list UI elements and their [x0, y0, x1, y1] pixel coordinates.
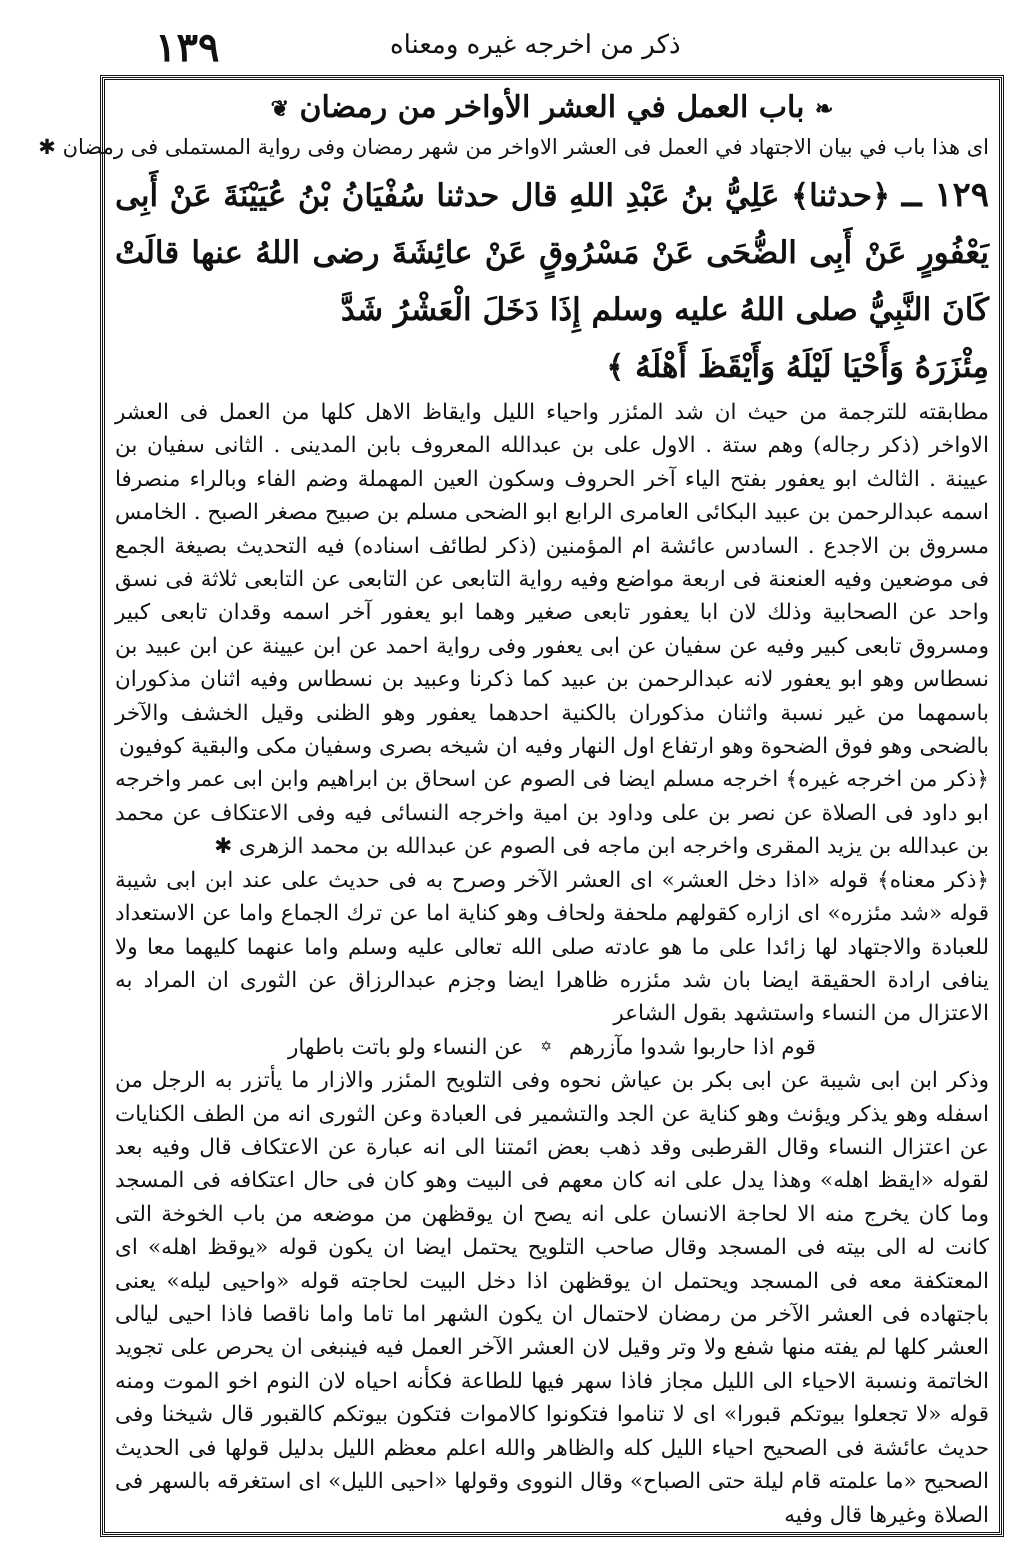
- star-icon: ✡: [540, 1039, 553, 1056]
- poem-hemistich-second: عن النساء ولو باتت باطهار: [288, 1034, 524, 1060]
- page-number: ١٣٩: [155, 24, 220, 71]
- chapter-title-text: باب العمل في العشر الأواخر من رمضان: [299, 90, 805, 125]
- commentary-paragraph: ﴿ذكر من اخرجه غيره﴾ اخرجه مسلم ايضا فى الصوم عن اسحاق بن ابراهيم وابن ابى عمر واخرجه ابو داود فى الصلاة عن نصر بن على وداود بن امية واخرجه النسائى فيه وفى الاعتكاف عن محمد بن عبدالله بن يزيد المقرى واخرجه ابن ماجه فى الصوم عن عبدالله بن محمد الزهرى ✱: [115, 767, 989, 860]
- hadith-text-end: مِئْزَرَهُ وَأَحْيَا لَيْلَهُ وَأَيْقَظَ أَهْلَهُ ﴾: [606, 349, 989, 385]
- poem-hemistich-first: قوم اذا حاربوا شدوا مآزرهم: [568, 1034, 816, 1060]
- ornament-right-icon: ❧: [814, 96, 834, 122]
- commentary-paragraph: وذكر ابن ابى شيبة عن ابى بكر بن عياش نحوه وفى التلويح المئزر والازار ما يأتزر به الرجل من اسفله وهو يذكر ويؤنث وهو كناية عن الجد والتشمير فى العبادة وعن الثورى انه من الطف الكنايات عن اعتزال النساء وقال القرطبى وقد ذهب بعض ائمتنا الى انه عبارة عن الاعتكاف قال وفيه بعد لقوله «ايقظ اهله» وهذا يدل على انه كان معهم فى البيت وهو كان فى حال اعتكافه فى المسجد وما كان يخرج منه الا لحاجة الانسان على انه يصح ان يوقظهن من موضعه من باب الخوخة التى كانت له الى بيته فى المسجد وقال صاحب التلويح يحتمل ايضا ان يكون قوله «يوقظ اهله» اى المعتكفة معه فى المسجد ويحتمل ان يوقظهن اذا دخل البيت لحاجته قوله «واحيى ليله» يعنى باجتهاده فى العشر الآخر من رمضان لاحتمال ان يكون الشهر اما تاما واما ناقصا فاذا احيى ليالى العشر كلها لم يفته منها شفع ولا وتر وقيل لان العشر الآخر العمل فيه فينبغى ان يحرص على تجويد الخاتمة ونسبة الاحياء الى الليل مجاز فاذا سهر فيها للطاعة فكأنه احياه لان النوم اخو الموت ومنه قوله «لا تجعلوا بيوتكم قبورا» اى لا تناموا فتكونوا كالاموات فتكون بيوتكم كالقبور قال شيخنا وفى حديث عائشة فى الصحيح احياء الليل كله والظاهر والله اعلم معظم الليل بدليل قولها فى الحديث الصحيح «ما علمته قام ليلة حتى الصباح» وقال النووى وقولها «احيى الليل» اى استغرقه بالسهر فى الصلاة وغيرها قال وفيه: [115, 1068, 989, 1528]
- ornament-left-icon: ❦: [270, 96, 290, 122]
- commentary-paragraph: مطابقته للترجمة من حيث ان شد المئزر واحياء الليل وايقاظ الاهل كلها من العمل فى العشر الاواخر (ذكر رجاله) وهم ستة . الاول على بن عبدالله المعروف بابن المدينى . الثانى سفيان بن عيينة . الثالث ابو يعفور بفتح الياء آخر الحروف وسكون العين المهملة وضم الفاء وبالراء منصرفا اسمه عبدالرحمن بن عبيد البكائى العامرى الرابع ابو الضحى مسلم بن صبيح مصغر الصبح . الخامس مسروق بن الاجدع . السادس عائشة ام المؤمنين (ذكر لطائف اسناده) فيه التحديث بصيغة الجمع فى موضعين وفيه العنعنة فى اربعة مواضع وفيه رواية التابعى عن التابعى عن التابعى ثلاثة فى نسق واحد عن الصحابية وذلك لان ابا يعفور تابعى صغير وهما ابو يعفور آخر اسمه وقدان تابعى كبير ومسروق تابعى كبير وفيه عن سفيان عن ابى يعفور وفى رواية احمد عن ابن عيينة عن ابن عبيد بن نسطاس وهو ابو يعفور لانه عبدالرحمن بن عبيد كما ذكرنا وعبيد بن نسطاس وفيه اثنان مذكوران باسمهما من غير نسبة واثنان مذكوران بالكنية احدهما يعفور وهو الظنى وقيل الخشف والآخر بالضحى وهو فوق الضحوة وهو ارتفاع اول النهار وفيه ان شيخه بصرى وسفيان مكى والبقية كوفيون: [114, 400, 989, 760]
- chapter-title: [115, 86, 989, 131]
- commentary-continued: [115, 1064, 989, 1532]
- text-frame: [38, 75, 1004, 1537]
- commentary: [115, 396, 989, 1031]
- chapter-subtitle: اى هذا باب في بيان الاجتهاد في العمل فى العشر الاواخر من شهر رمضان وفى رواية المستملى فى رمضان ✱: [38, 135, 989, 159]
- page-content: [38, 86, 989, 1532]
- running-head: [0, 18, 1027, 76]
- hadith-text: ﴿حدثنا﴾ عَلِيُّ بنُ عَبْدِ اللهِ قال حدثنا سُفْيَانُ بْنُ عُيَيْنَةَ عَنْ أَبِى يَعْفُورٍ عَنْ أَبِى الضُّحَى عَنْ مَسْرُوقٍ عَنْ عائِشَةَ رضى اللهُ عنها قالَتْ كَانَ النَّبِيُّ صلى اللهُ عليه وسلم إِذَا دَخَلَ الْعَشْرُ شَدَّ: [115, 178, 989, 328]
- commentary-paragraph: ﴿ذكر معناه﴾ قوله «اذا دخل العشر» اى العشر الآخر وصرح به فى حديث على عند ابن ابى شيبة قوله «شد مئزره» اى ازاره كقولهم ملحفة ولحاف وهو كناية اما عن ترك الجماع واما عن الاستعداد للعبادة والاجتهاد لها زائدا على ما هو عادته صلى الله تعالى عليه وسلم واما عنهما كليهما معا ولا ينافى ارادة الحقيقة ايضا بان شد مئزره ظاهرا ايضا وجزم عبدالرزاق عن الثورى ان المراد به الاعتزال من النساء واستشهد بقول الشاعر: [115, 867, 989, 1027]
- poem-verse: [115, 1031, 989, 1065]
- running-title: ذكر من اخرجه غيره ومعناه: [390, 30, 681, 60]
- hadith-block: [115, 167, 989, 396]
- hadith-number: ١٢٩ ــ: [901, 175, 989, 215]
